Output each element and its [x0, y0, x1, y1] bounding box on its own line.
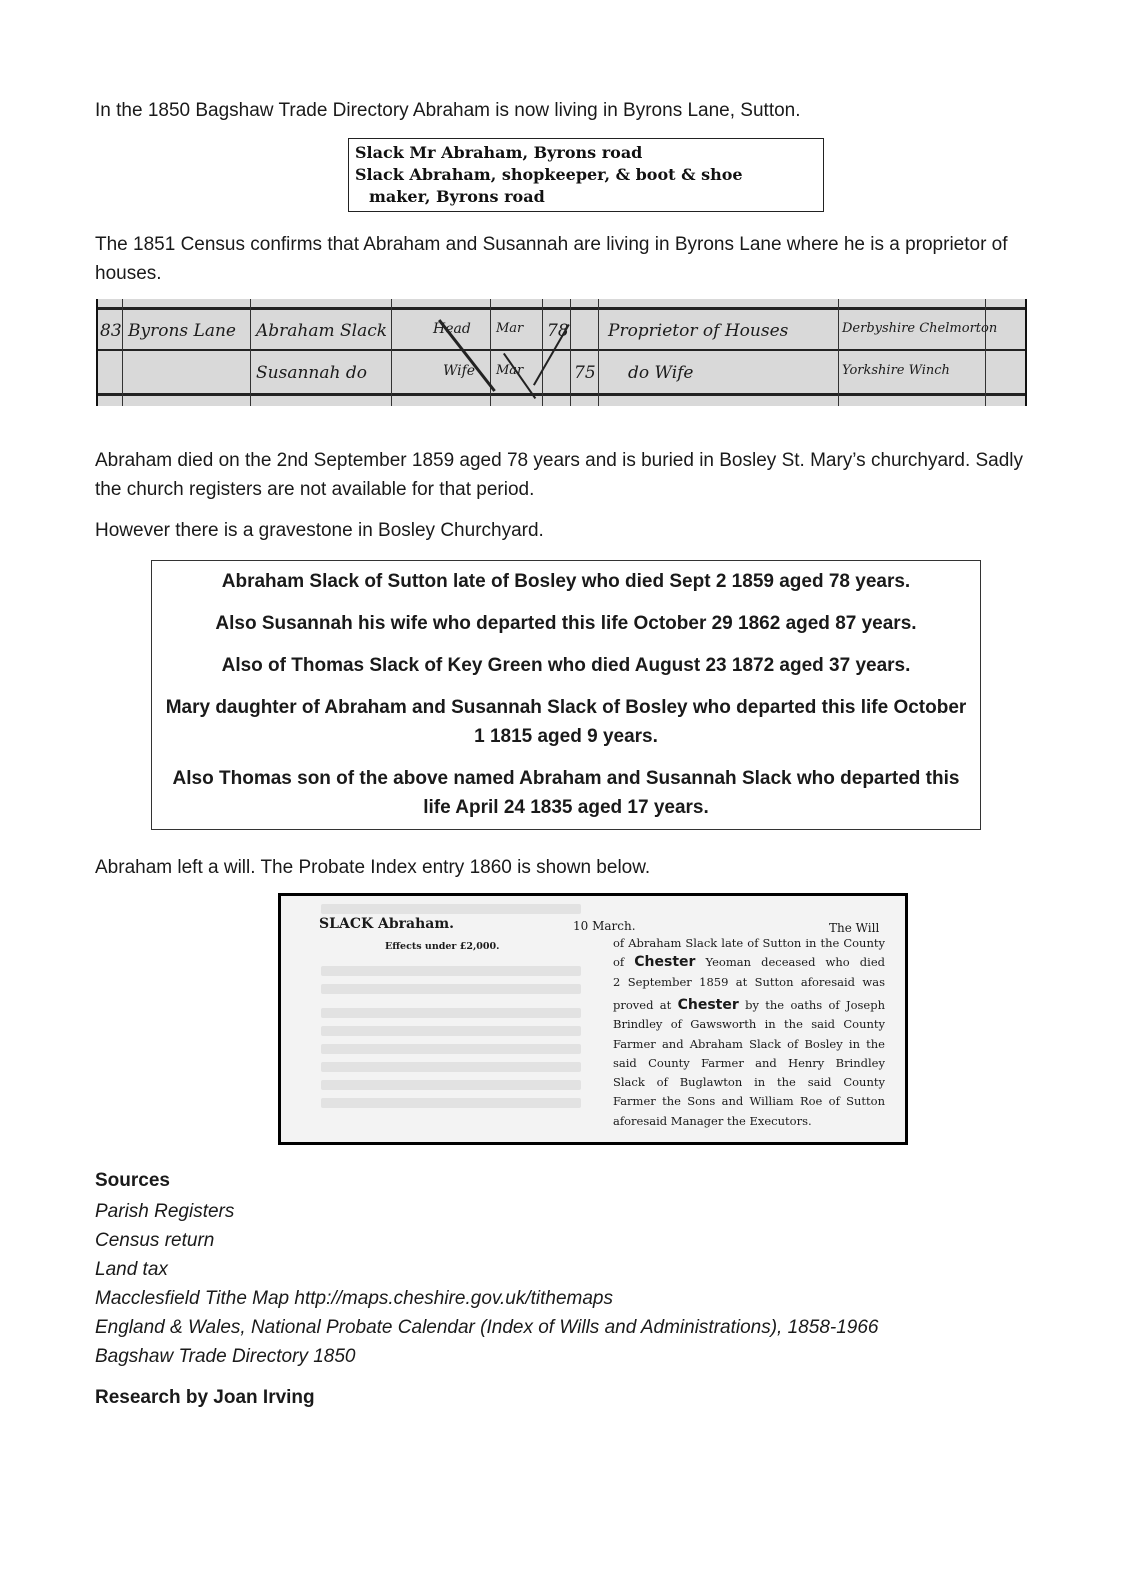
- census-relation: Wife: [443, 363, 476, 379]
- directory-intro-text: In the 1850 Bagshaw Trade Directory Abraham is now living in Byrons Lane, Sutton.: [95, 100, 801, 121]
- probate-line: of Chester Yeoman deceased who died: [613, 954, 885, 971]
- probate-date: 10 March.: [573, 919, 636, 933]
- census-age: 75: [574, 363, 596, 383]
- inscription-line: Also Susannah his wife who departed this life October 29 1862 aged 87 years.: [215, 613, 917, 634]
- sources-heading: Sources: [95, 1170, 170, 1191]
- source-item: Census return: [95, 1230, 215, 1251]
- probate-line: aforesaid Manager the Executors.: [613, 1113, 812, 1128]
- census-street: Byrons Lane: [128, 321, 236, 341]
- inscription-line: Also Thomas son of the above named Abraham and Susannah Slack who departed this life April 24 1835 aged 17 years.: [172, 768, 960, 818]
- place-name-chester: Chester: [677, 997, 739, 1013]
- directory-line: Slack Mr Abraham, Byrons road: [355, 143, 643, 162]
- census-condition: Mar: [496, 363, 524, 378]
- gravestone-inscription-box: [151, 560, 981, 830]
- research-credit: Research by Joan Irving: [95, 1387, 315, 1408]
- census-schedule-number: 83: [100, 321, 122, 341]
- place-name-chester: Chester: [634, 954, 696, 971]
- probate-line: of Abraham Slack late of Sutton in the County: [613, 936, 885, 950]
- probate-effects: Effects under £2,000.: [385, 941, 500, 952]
- source-item: Macclesfield Tithe Map http://maps.cheshire.gov.uk/tithemaps: [95, 1288, 613, 1309]
- source-item: Parish Registers: [95, 1201, 235, 1222]
- probate-line: Brindley of Gawsworth in the said County: [613, 1017, 885, 1032]
- census-intro-text: The 1851 Census confirms that Abraham and Susannah are living in Byrons Lane where he is a proprietor of houses.: [95, 234, 1008, 284]
- probate-text-block-2: [613, 996, 885, 1131]
- source-item: Land tax: [95, 1259, 168, 1280]
- trade-directory-clipping: [348, 138, 824, 212]
- directory-line: maker, Byrons road: [369, 187, 545, 206]
- source-item: Bagshaw Trade Directory 1850: [95, 1346, 356, 1367]
- sources-list: [95, 1197, 878, 1371]
- probate-index-clipping: [278, 893, 908, 1145]
- census-name: Susannah do: [256, 363, 367, 383]
- probate-line: said County Farmer and Henry Brindley: [613, 1055, 885, 1070]
- census-record-image: [96, 299, 1027, 406]
- probate-text-block-1: [613, 934, 885, 992]
- census-relation: Head: [433, 321, 471, 337]
- source-item: England & Wales, National Probate Calendar (Index of Wills and Administrations), 1858-1966: [95, 1317, 879, 1338]
- gravestone-intro-text: However there is a gravestone in Bosley Churchyard.: [95, 520, 544, 541]
- probate-line: 2 September 1859 at Sutton aforesaid was: [613, 974, 885, 989]
- census-condition: Mar: [496, 321, 524, 336]
- census-occupation: do Wife: [628, 363, 694, 383]
- inscription-line: Also of Thomas Slack of Key Green who died August 23 1872 aged 37 years.: [221, 655, 911, 676]
- probate-line: Farmer and Abraham Slack of Bosley in the: [613, 1036, 885, 1051]
- census-birthplace: Derbyshire Chelmorton: [842, 321, 998, 336]
- probate-line: Farmer the Sons and William Roe of Sutton: [613, 1094, 885, 1109]
- inscription-line: Mary daughter of Abraham and Susannah Slack of Bosley who departed this life October 1 1815 aged 9 years.: [165, 697, 967, 747]
- census-name: Abraham Slack: [256, 321, 388, 341]
- probate-will-heading: The Will: [829, 921, 880, 935]
- will-intro-text: Abraham left a will. The Probate Index entry 1860 is shown below.: [95, 857, 651, 878]
- death-text: Abraham died on the 2nd September 1859 aged 78 years and is buried in Bosley St. Mary’s churchyard. Sadly the church registers are not available for that period.: [95, 450, 1024, 500]
- inscription-line: Abraham Slack of Sutton late of Bosley who died Sept 2 1859 aged 78 years.: [221, 571, 911, 592]
- probate-line: proved at Chester by the oaths of Joseph: [613, 997, 885, 1013]
- census-age: 78: [547, 321, 569, 341]
- probate-name: SLACK Abraham.: [319, 916, 455, 932]
- directory-line: Slack Abraham, shopkeeper, & boot & shoe: [355, 165, 743, 184]
- census-occupation: Proprietor of Houses: [608, 321, 789, 341]
- census-birthplace: Yorkshire Winch: [842, 363, 950, 378]
- probate-line: Slack of Buglawton in the said County: [613, 1075, 885, 1090]
